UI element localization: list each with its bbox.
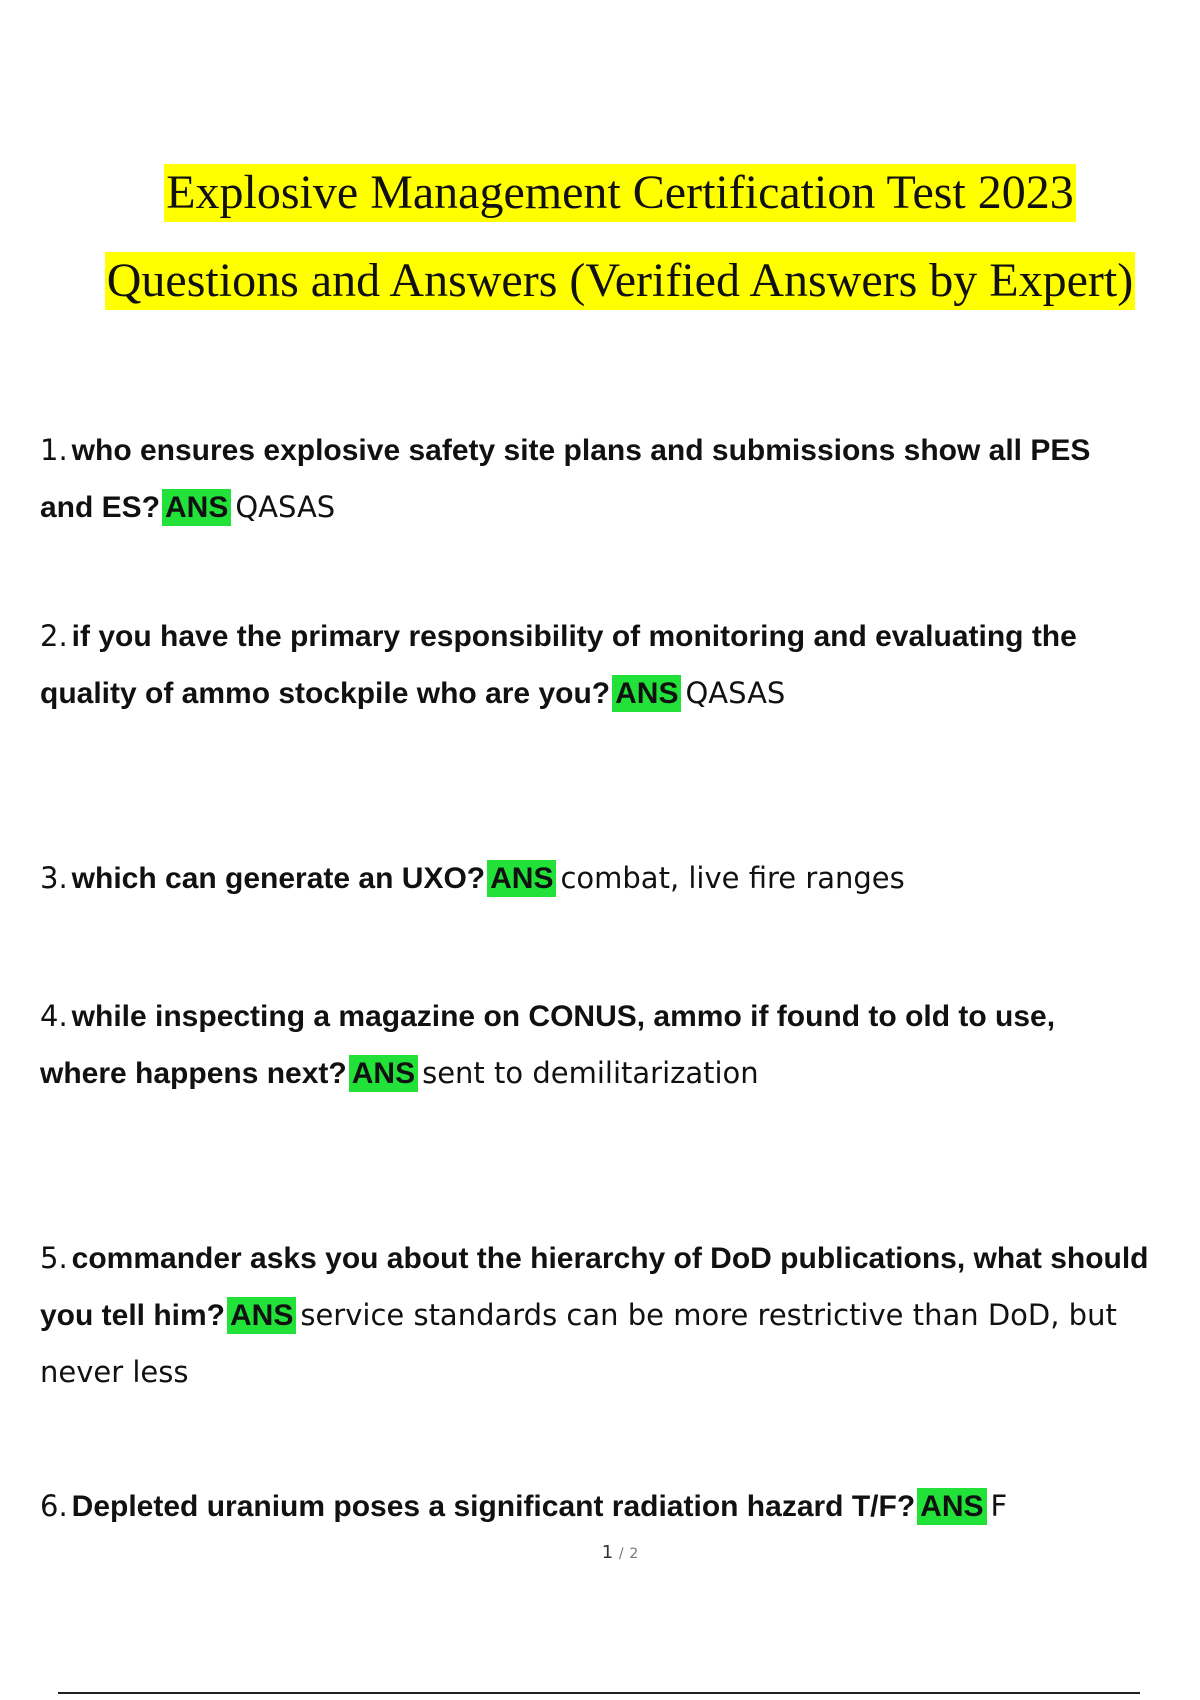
answer-label: ANS <box>487 860 556 897</box>
page-total: 2 <box>629 1546 639 1562</box>
title-line-2: Questions and Answers (Verified Answers by Expert) <box>105 252 1135 310</box>
answer-text: F <box>990 1489 1008 1523</box>
question-text: Depleted uranium poses a significant radiation hazard T/F? <box>71 1490 916 1523</box>
bottom-divider <box>58 1692 1140 1694</box>
qa-item-6 <box>40 1478 1150 1535</box>
page-separator: / <box>618 1546 624 1562</box>
question-text: which can generate an UXO? <box>71 862 486 895</box>
answer-label: ANS <box>349 1055 418 1092</box>
answer-text: QASAS <box>235 490 336 524</box>
document-title <box>0 164 1200 310</box>
question-number: 1. <box>40 433 68 467</box>
qa-item-1 <box>40 422 1150 536</box>
qa-item-3 <box>40 850 1150 907</box>
answer-label: ANS <box>162 489 231 526</box>
page-current: 1 <box>601 1542 614 1563</box>
question-number: 3. <box>40 861 68 895</box>
answer-label: ANS <box>612 675 681 712</box>
question-text: if you have the primary responsibility of monitoring and evaluating the quality of ammo stockpile who are you? <box>40 620 1077 710</box>
page-indicator <box>0 1542 1200 1563</box>
question-number: 6. <box>40 1489 68 1523</box>
title-line-1: Explosive Management Certification Test 2023 <box>164 164 1076 222</box>
question-number: 5. <box>40 1241 68 1275</box>
qa-item-4 <box>40 988 1150 1102</box>
answer-text: QASAS <box>685 676 786 710</box>
question-text: who ensures explosive safety site plans and submissions show all PES and ES? <box>40 434 1091 524</box>
question-text: while inspecting a magazine on CONUS, ammo if found to old to use, where happens next? <box>40 1000 1056 1090</box>
answer-label: ANS <box>227 1297 296 1334</box>
qa-item-2 <box>40 608 1150 722</box>
answer-text: service standards can be more restrictive than DoD, but never less <box>40 1298 1117 1389</box>
question-number: 4. <box>40 999 68 1033</box>
qa-item-5 <box>40 1230 1150 1400</box>
question-text: commander asks you about the hierarchy of DoD publications, what should you tell him? <box>40 1242 1149 1332</box>
answer-label: ANS <box>917 1488 986 1525</box>
answer-text: sent to demilitarization <box>422 1056 759 1090</box>
question-number: 2. <box>40 619 68 653</box>
answer-text: combat, live fire ranges <box>560 861 905 895</box>
